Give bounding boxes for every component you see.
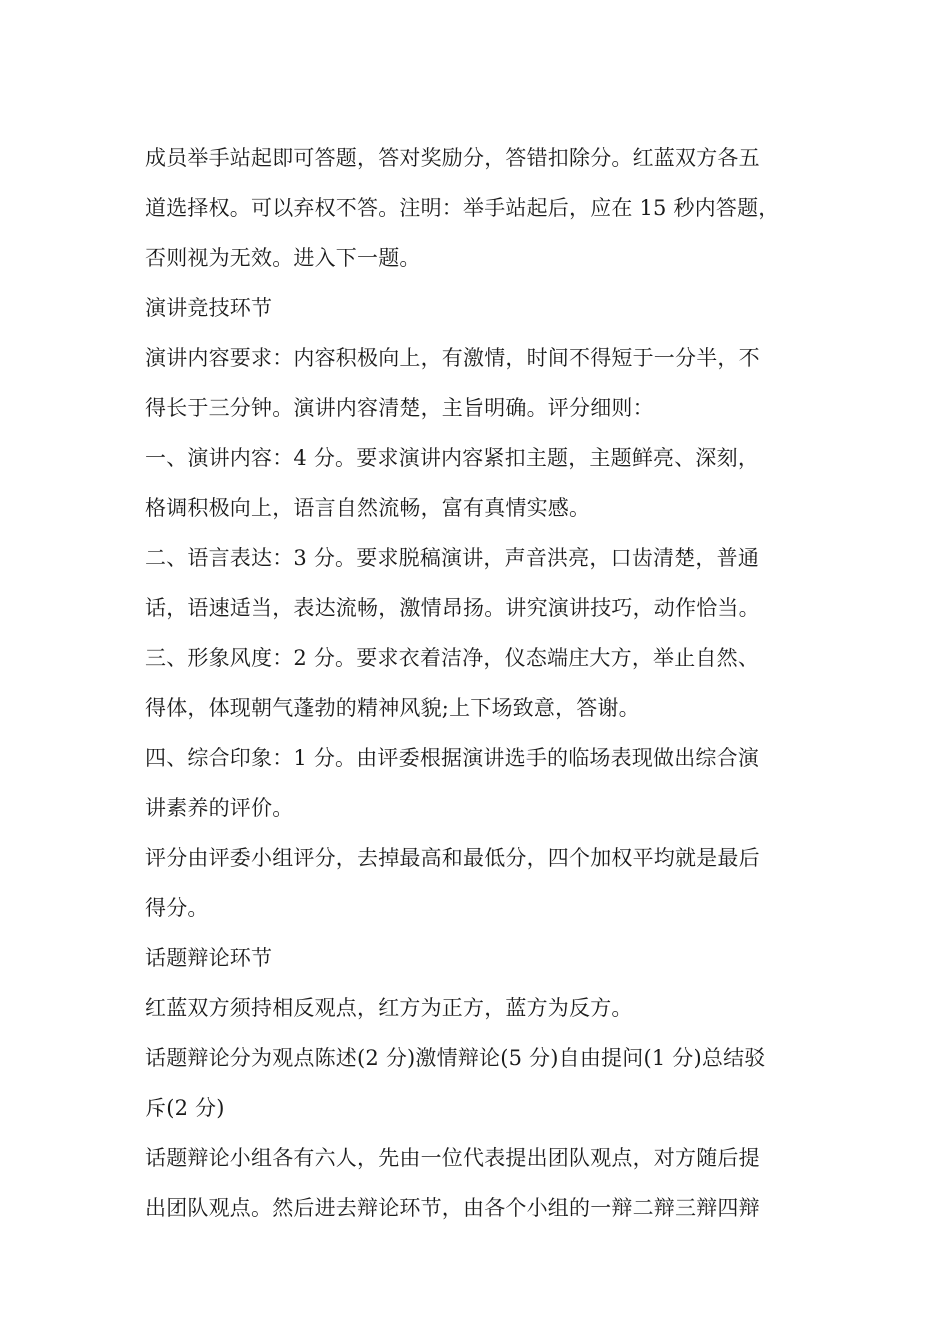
text-line: 评分由评委小组评分，去掉最高和最低分，四个加权平均就是最后 [145, 846, 760, 870]
document-body [145, 133, 810, 1233]
text-line: 演讲内容要求：内容积极向上，有激情，时间不得短于一分半，不 [145, 346, 760, 370]
text-line: 否则视为无效。进入下一题。 [145, 246, 421, 270]
text-line: 话，语速适当，表达流畅，激情昂扬。讲究演讲技巧，动作恰当。 [145, 596, 760, 620]
text-line: 出团队观点。然后进去辩论环节，由各个小组的一辩二辩三辩四辩 [145, 1196, 760, 1220]
text-line: 二、语言表达：3 分。要求脱稿演讲，声音洪亮，口齿清楚，普通 [145, 546, 760, 570]
text-line: 成员举手站起即可答题，答对奖励分，答错扣除分。红蓝双方各五 [145, 146, 760, 170]
text-line: 讲素养的评价。 [145, 796, 294, 820]
text-line: 话题辩论小组各有六人，先由一位代表提出团队观点，对方随后提 [145, 1146, 760, 1170]
text-line: 话题辩论分为观点陈述(2 分)激情辩论(5 分)自由提问(1 分)总结驳 [145, 1046, 766, 1070]
section-heading: 演讲竞技环节 [145, 296, 273, 320]
text-line: 得长于三分钟。演讲内容清楚，主旨明确。评分细则： [145, 396, 654, 420]
text-line: 得分。 [145, 896, 209, 920]
text-line: 得体，体现朝气蓬勃的精神风貌;上下场致意，答谢。 [145, 696, 640, 720]
text-line: 一、演讲内容：4 分。要求演讲内容紧扣主题，主题鲜亮、深刻， [145, 446, 760, 470]
text-line: 四、综合印象：1 分。由评委根据演讲选手的临场表现做出综合演 [145, 746, 760, 770]
text-line: 道选择权。可以弃权不答。注明：举手站起后，应在 15 秒内答题， [145, 196, 780, 220]
text-line: 红蓝双方须持相反观点，红方为正方，蓝方为反方。 [145, 996, 633, 1020]
text-line: 三、形象风度：2 分。要求衣着洁净，仪态端庄大方，举止自然、 [145, 646, 760, 670]
text-line: 格调积极向上，语言自然流畅，富有真情实感。 [145, 496, 591, 520]
section-heading: 话题辩论环节 [145, 946, 273, 970]
text-line: 斥(2 分) [145, 1096, 225, 1120]
